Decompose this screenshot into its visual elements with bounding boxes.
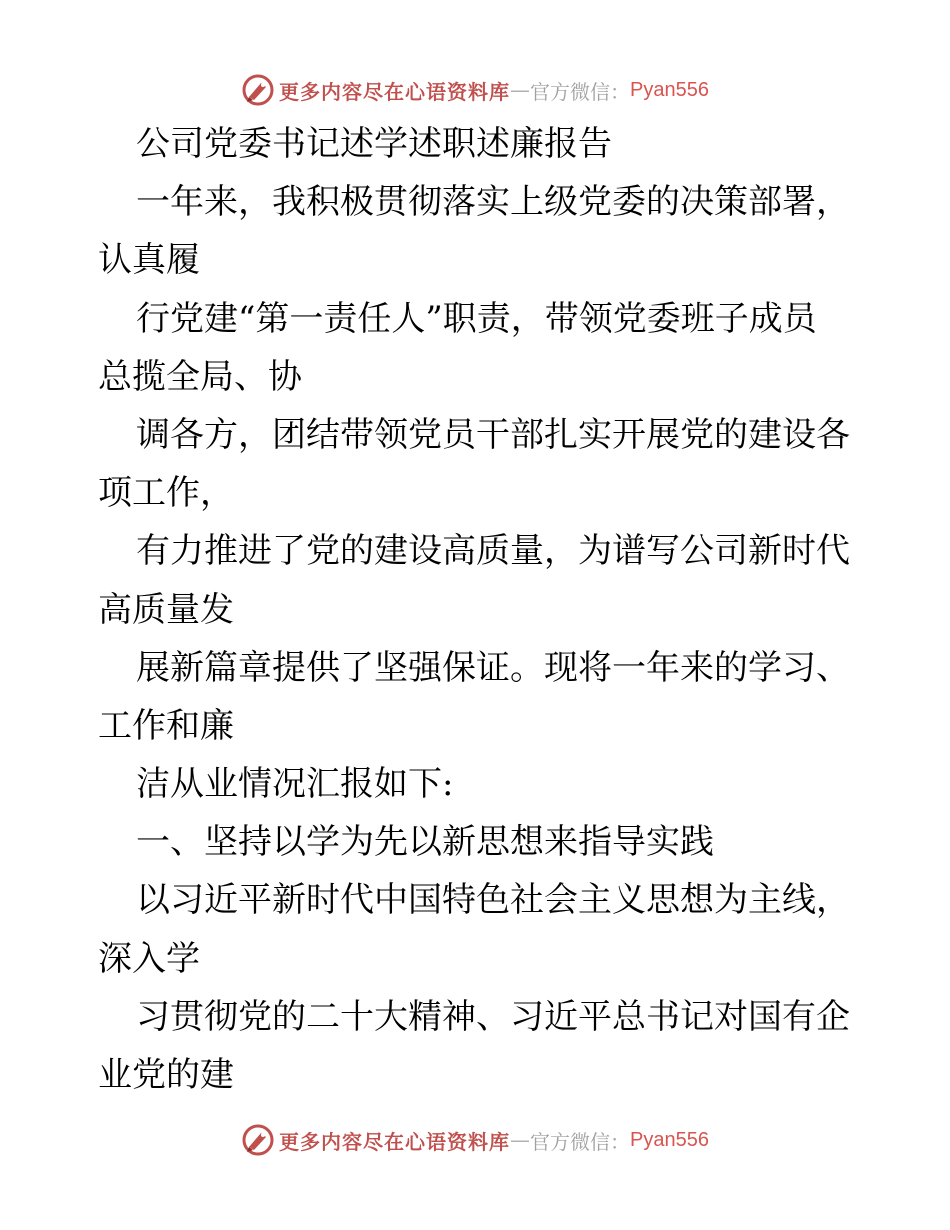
watermark-dash: — bbox=[510, 78, 531, 102]
body-text-line: 业党的建 bbox=[98, 1055, 234, 1095]
body-text-line: 总揽全局、协 bbox=[98, 356, 302, 397]
body-text-line: 有力推进了党的建设高质量，为谱写公司新时代 bbox=[136, 531, 850, 572]
document-title: 公司党委书记述学述职述廉报告 bbox=[136, 124, 612, 164]
watermark-wechat-label: 官方微信： bbox=[530, 79, 631, 104]
watermark-site-name: 更多内容尽在心语资料库 bbox=[279, 1129, 511, 1154]
body-text-line: 以习近平新时代中国特色社会主义思想为主线， bbox=[136, 880, 850, 921]
watermark-wechat-label: 官方微信： bbox=[530, 1129, 631, 1154]
pen-circle-logo-icon bbox=[241, 73, 275, 107]
body-text-line: 习贯彻党的二十大精神、习近平总书记对国有企 bbox=[136, 996, 850, 1037]
body-text-line: 洁从业情况汇报如下: bbox=[136, 764, 454, 805]
body-text-line: 展新篇章提供了坚强保证。现将一年来的学习、 bbox=[136, 647, 850, 688]
body-text-line: 深入学 bbox=[98, 938, 200, 979]
body-text-line: 工作和廉 bbox=[98, 705, 234, 746]
body-text-line: 一年来，我积极贯彻落实上级党委的决策部署， bbox=[136, 182, 850, 223]
watermark-site-name: 更多内容尽在心语资料库 bbox=[279, 79, 511, 104]
document-body bbox=[98, 115, 858, 1104]
body-text-line: 高质量发 bbox=[98, 589, 234, 630]
body-text-line: 项工作， bbox=[98, 473, 234, 514]
body-text-line: 行党建“第一责任人”职责，带领党委班子成员 bbox=[136, 298, 817, 339]
body-text-line: 认真履 bbox=[98, 240, 200, 281]
body-text-line: 一、坚持以学为先以新思想来指导实践 bbox=[136, 822, 714, 863]
watermark-wechat-id: Pyan556 bbox=[630, 78, 709, 101]
footer-watermark bbox=[0, 1120, 950, 1160]
watermark-wechat-id: Pyan556 bbox=[630, 1128, 709, 1151]
watermark-dash: — bbox=[510, 1128, 531, 1152]
body-text-line: 调各方，团结带领党员干部扎实开展党的建设各 bbox=[136, 414, 850, 455]
pen-circle-logo-icon bbox=[241, 1123, 275, 1157]
header-watermark bbox=[0, 70, 950, 110]
